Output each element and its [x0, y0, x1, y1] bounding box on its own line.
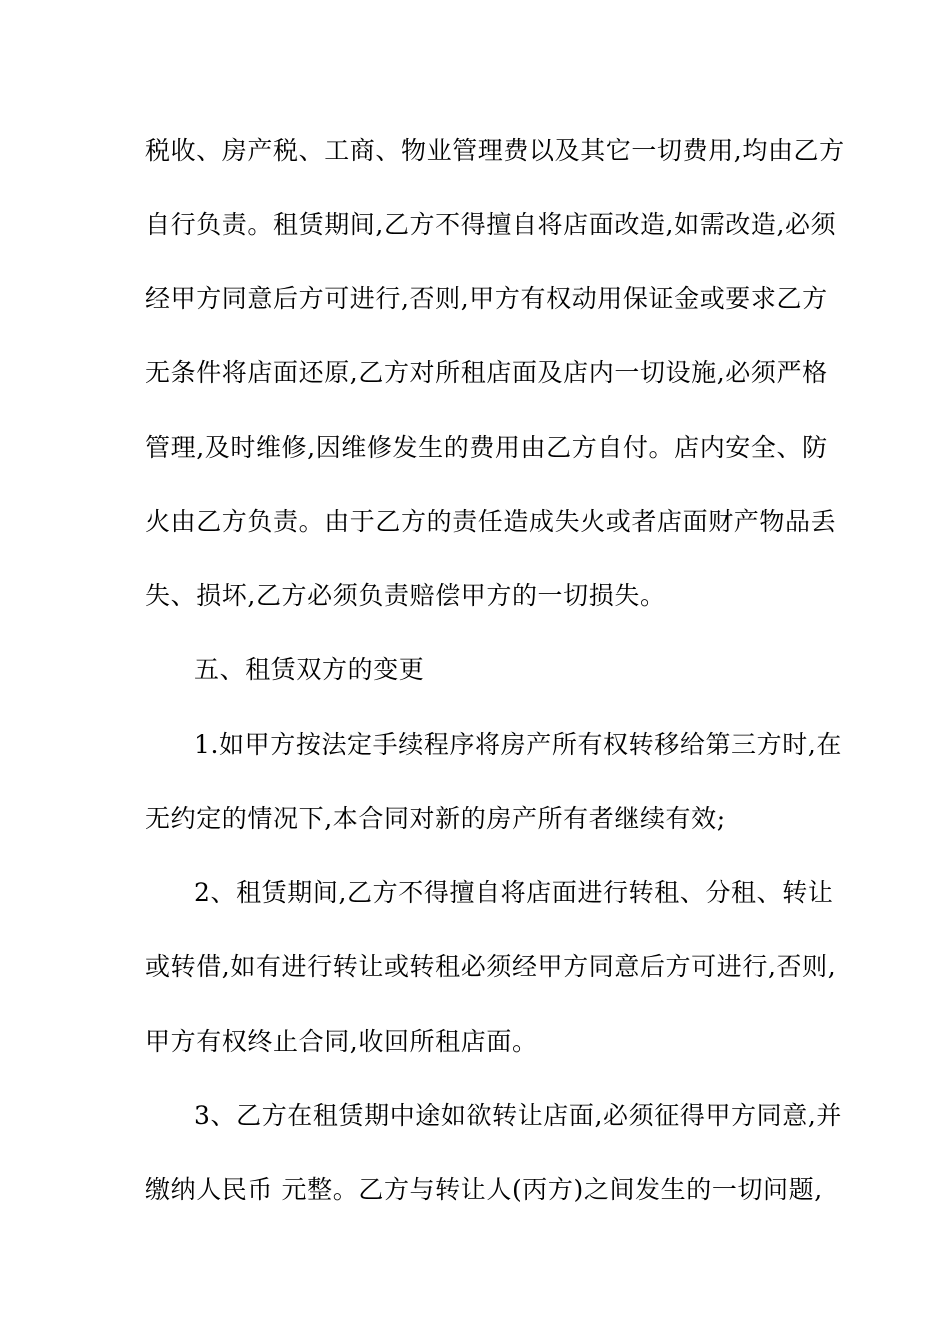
text-line: 火由乙方负责。由于乙方的责任造成失火或者店面财产物品丢: [145, 507, 837, 536]
text-line: 缴纳人民币 元整。乙方与转让人(丙方)之间发生的一切问题,: [145, 1175, 823, 1204]
text-line: 税收、房产税、工商、物业管理费以及其它一切费用,均由乙方: [145, 136, 845, 165]
section-heading: 五、租赁双方的变更: [194, 655, 425, 684]
text-line: 管理,及时维修,因维修发生的费用由乙方自付。店内安全、防: [145, 433, 828, 462]
text-line: 无约定的情况下,本合同对新的房产所有者继续有效;: [145, 804, 726, 833]
text-line: 失、损坏,乙方必须负责赔偿甲方的一切损失。: [145, 581, 666, 610]
text-line: 3、乙方在租赁期中途如欲转让店面,必须征得甲方同意,并: [194, 1101, 843, 1130]
text-line: 或转借,如有进行转让或转租必须经甲方同意后方可进行,否则,: [145, 952, 837, 981]
text-line: 经甲方同意后方可进行,否则,甲方有权动用保证金或要求乙方: [145, 284, 828, 313]
text-line: 1.如甲方按法定手续程序将房产所有权转移给第三方时,在: [194, 730, 843, 759]
text-line: 自行负责。租赁期间,乙方不得擅自将店面改造,如需改造,必须: [145, 210, 837, 239]
text-line: 甲方有权终止合同,收回所租店面。: [145, 1027, 538, 1056]
text-line: 无条件将店面还原,乙方对所租店面及店内一切设施,必须严格: [145, 358, 828, 387]
text-line: 2、租赁期间,乙方不得擅自将店面进行转租、分租、转让: [194, 878, 834, 907]
